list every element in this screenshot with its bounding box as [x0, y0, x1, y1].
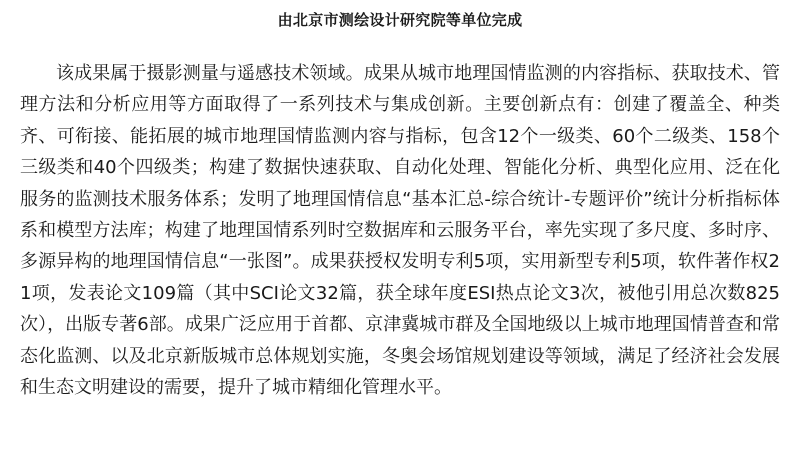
document-paragraph: 该成果属于摄影测量与遥感技术领域。成果从城市地理国情监测的内容指标、获取技术、管理方法和分析应用等方面取得了一系列技术与集成创新。主要创新点有：创建了覆盖全、种类齐、可衔接、能拓展的城市地理国情监测内容与指标，包含12个一级类、60个二级类、158个三级类和40个四级类；构建了数据快速获取、自动化处理、智能化分析、典型化应用、泛在化服务的监测技术服务体系；发明了地理国情信息“基本汇总-综合统计-专题评价”统计分析指标体系和模型方法库；构建了地理国情系列时空数据库和云服务平台，率先实现了多尺度、多时序、多源异构的地理国情信息“一张图”。成果获授权发明专利5项，实用新型专利5项，软件著作权21项，发表论文109篇（其中SCI论文32篇，获全球年度ESI热点论文3次，被他引用总次数825次），出版专著6部。成果广泛应用于首都、京津冀城市群及全国地级以上城市地理国情普查和常态化监测、以及北京新版城市总体规划实施，冬奥会场馆规划建设等领域，满足了经济社会发展和生态文明建设的需要，提升了城市精细化管理水平。: [20, 63, 780, 399]
document-title: 由北京市测绘设计研究院等单位完成: [277, 11, 523, 29]
